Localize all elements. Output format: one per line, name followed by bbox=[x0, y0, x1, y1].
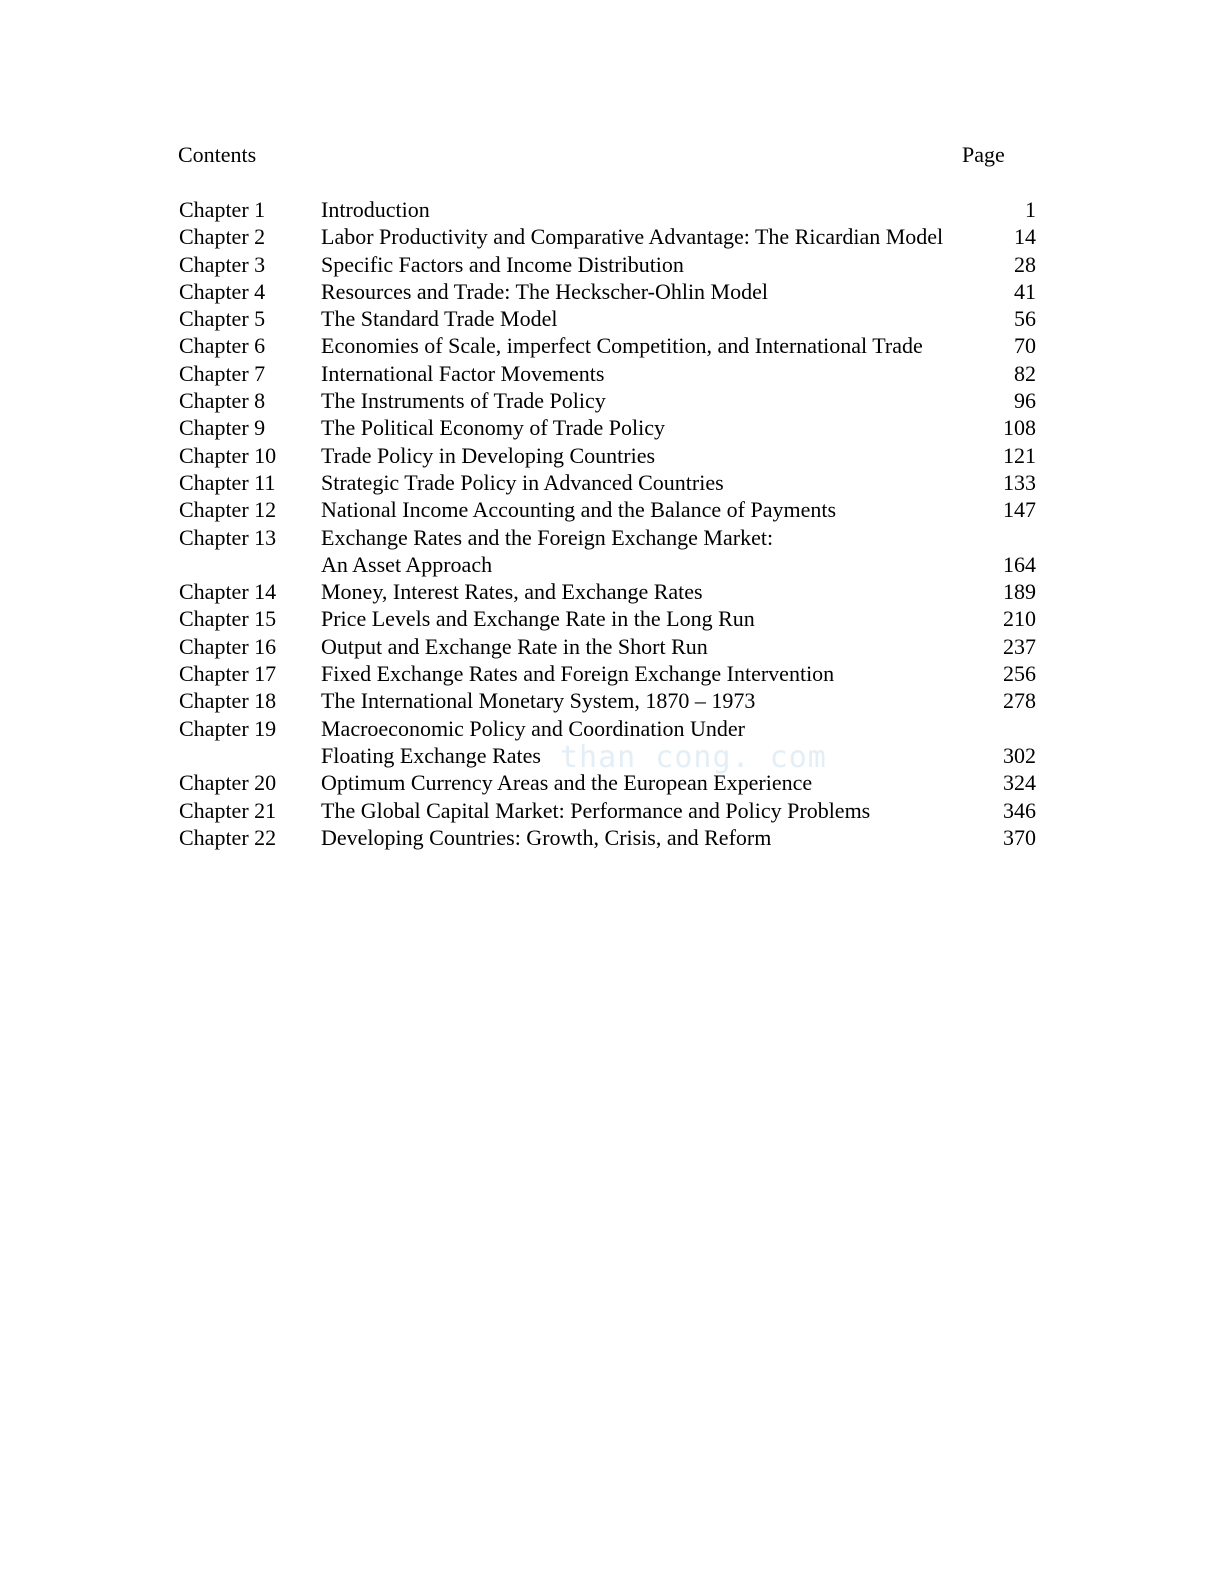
chapter-number: Chapter 13 bbox=[179, 524, 277, 550]
chapter-title: National Income Accounting and the Balance of Payments bbox=[321, 497, 837, 523]
page-number: 189 bbox=[1003, 579, 1036, 605]
chapter-number: Chapter 1 bbox=[179, 197, 266, 222]
toc-entry-chapter-22 bbox=[178, 824, 1038, 851]
page-number: 346 bbox=[1003, 797, 1036, 823]
toc-entry-chapter-3 bbox=[178, 251, 1038, 278]
chapter-number: Chapter 5 bbox=[179, 306, 266, 332]
toc-entry-chapter-10 bbox=[178, 442, 1038, 469]
page-number: 164 bbox=[1003, 551, 1036, 577]
chapter-number: Chapter 16 bbox=[179, 633, 277, 659]
toc-entry-chapter-7 bbox=[178, 360, 1038, 387]
toc-entry-chapter-1 bbox=[178, 196, 1038, 223]
chapter-number: Chapter 9 bbox=[179, 415, 266, 441]
page-number: 82 bbox=[1014, 360, 1036, 386]
page-number: 324 bbox=[1003, 770, 1036, 796]
page-number: 14 bbox=[1014, 224, 1036, 250]
toc-entry-chapter-19 bbox=[178, 715, 1038, 742]
toc-entry-chapter-20 bbox=[178, 769, 1038, 796]
chapter-number: Chapter 19 bbox=[179, 715, 277, 741]
chapter-number: Chapter 7 bbox=[179, 360, 266, 386]
chapter-number: Chapter 17 bbox=[179, 661, 277, 687]
toc-entry-chapter-12 bbox=[178, 496, 1038, 523]
chapter-title: Economies of Scale, imperfect Competition, and International Trade bbox=[321, 333, 923, 359]
page-number: 237 bbox=[1003, 633, 1036, 659]
chapter-number: Chapter 2 bbox=[179, 224, 266, 250]
chapter-title: An Asset Approach bbox=[321, 551, 493, 577]
chapter-title: Price Levels and Exchange Rate in the Long Run bbox=[321, 606, 755, 632]
chapter-title: Strategic Trade Policy in Advanced Countries bbox=[321, 469, 724, 495]
chapter-title: International Factor Movements bbox=[321, 360, 605, 386]
chapter-title: Money, Interest Rates, and Exchange Rates bbox=[321, 579, 703, 605]
page-number: 56 bbox=[1014, 306, 1036, 332]
chapter-title: Introduction bbox=[321, 197, 430, 222]
chapter-title: Optimum Currency Areas and the European Experience bbox=[321, 770, 813, 796]
page-number: 133 bbox=[1003, 469, 1036, 495]
page-number: 302 bbox=[1003, 742, 1036, 768]
page-number: 370 bbox=[1003, 824, 1036, 850]
toc-entry-chapter-13-continued bbox=[178, 551, 1038, 578]
toc-header bbox=[178, 142, 1018, 172]
chapter-number: Chapter 6 bbox=[179, 333, 266, 359]
page-number: 121 bbox=[1003, 442, 1036, 468]
toc-entry-chapter-18 bbox=[178, 687, 1038, 714]
chapter-title: The International Monetary System, 1870 – 1973 bbox=[321, 688, 756, 714]
toc-entry-chapter-8 bbox=[178, 387, 1038, 414]
page-number: 147 bbox=[1003, 497, 1036, 523]
chapter-title: Trade Policy in Developing Countries bbox=[321, 442, 656, 468]
chapter-title: Floating Exchange Rates bbox=[321, 742, 541, 768]
page-number: 41 bbox=[1014, 278, 1036, 304]
chapter-title: The Global Capital Market: Performance and Policy Problems bbox=[321, 797, 871, 823]
page-number: 108 bbox=[1003, 415, 1036, 441]
chapter-number: Chapter 12 bbox=[179, 497, 277, 523]
chapter-title: Fixed Exchange Rates and Foreign Exchange Intervention bbox=[321, 661, 835, 687]
chapter-number: Chapter 21 bbox=[179, 797, 277, 823]
toc-entry-chapter-15 bbox=[178, 605, 1038, 632]
chapter-title: Developing Countries: Growth, Crisis, and Reform bbox=[321, 824, 772, 850]
page-number: 28 bbox=[1014, 251, 1036, 277]
chapter-number: Chapter 20 bbox=[179, 770, 277, 796]
chapter-title: The Instruments of Trade Policy bbox=[321, 388, 606, 414]
chapter-number: Chapter 3 bbox=[179, 251, 266, 277]
toc-entry-chapter-13 bbox=[178, 524, 1038, 551]
toc-entry-chapter-2 bbox=[178, 223, 1038, 250]
toc-entry-chapter-4 bbox=[178, 278, 1038, 305]
toc-entry-chapter-5 bbox=[178, 305, 1038, 332]
page-column-heading: Page bbox=[962, 142, 1005, 167]
chapter-title: Labor Productivity and Comparative Advantage: The Ricardian Model bbox=[321, 224, 944, 250]
page-number: 278 bbox=[1003, 688, 1036, 714]
watermark: than cong. com bbox=[560, 740, 827, 775]
chapter-title: The Standard Trade Model bbox=[321, 306, 558, 332]
table-of-contents bbox=[178, 196, 1038, 851]
chapter-number: Chapter 15 bbox=[179, 606, 277, 632]
chapter-number: Chapter 22 bbox=[179, 824, 277, 850]
chapter-title: Exchange Rates and the Foreign Exchange Market: bbox=[321, 524, 774, 550]
toc-entry-chapter-17 bbox=[178, 660, 1038, 687]
page-number: 70 bbox=[1014, 333, 1036, 359]
chapter-number: Chapter 4 bbox=[179, 278, 266, 304]
toc-entry-chapter-9 bbox=[178, 414, 1038, 441]
chapter-title: Specific Factors and Income Distribution bbox=[321, 251, 684, 277]
chapter-number: Chapter 18 bbox=[179, 688, 277, 714]
chapter-number: Chapter 11 bbox=[179, 469, 276, 495]
toc-entry-chapter-11 bbox=[178, 469, 1038, 496]
chapter-number: Chapter 14 bbox=[179, 579, 277, 605]
chapter-number: Chapter 8 bbox=[179, 388, 266, 414]
page-number: 210 bbox=[1003, 606, 1036, 632]
chapter-title: Output and Exchange Rate in the Short Run bbox=[321, 633, 708, 659]
toc-entry-chapter-6 bbox=[178, 332, 1038, 359]
toc-entry-chapter-16 bbox=[178, 633, 1038, 660]
page-number: 96 bbox=[1014, 388, 1036, 414]
toc-entry-chapter-14 bbox=[178, 578, 1038, 605]
page-number: 256 bbox=[1003, 661, 1036, 687]
chapter-number: Chapter 10 bbox=[179, 442, 277, 468]
toc-entry-chapter-19-continued bbox=[178, 742, 1038, 769]
contents-heading: Contents bbox=[178, 142, 257, 167]
page-number: 1 bbox=[1025, 197, 1036, 222]
chapter-title: Resources and Trade: The Heckscher-Ohlin Model bbox=[321, 278, 768, 304]
chapter-title: Macroeconomic Policy and Coordination Under bbox=[321, 715, 746, 741]
chapter-title: The Political Economy of Trade Policy bbox=[321, 415, 666, 441]
toc-entry-chapter-21 bbox=[178, 797, 1038, 824]
